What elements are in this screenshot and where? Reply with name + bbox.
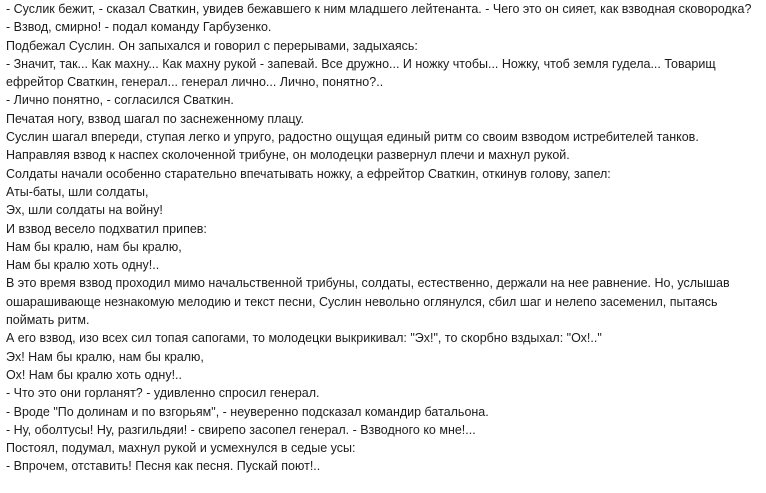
paragraph-23: - Впрочем, отставить! Песня как песня. Пускай поют!.. xyxy=(6,459,321,474)
paragraph-16: А его взвод, изо всех сил топая сапогами, то молодецки выкрикивал: "Эх!", то скорбно вздыхал: "Ох!.." xyxy=(6,331,602,346)
paragraph-9: Солдаты начали особенно старательно впечатывать ножку, а ефрейтор Сваткин, откинув голову, запел: xyxy=(6,166,611,181)
song-line-5: Эх! Нам бы кралю, нам бы кралю, xyxy=(6,349,204,364)
paragraph-4: - Значит, так... Как махну... Как махну рукой - запевай. Все дружно... И ножку чтобы... Ножку, чтоб земля гудела... Товарищ ефрейтор Сваткин, генерал... генерал лично... Лично, понятно?.. xyxy=(6,56,716,90)
song-line-4: Нам бы кралю хоть одну!.. xyxy=(6,258,160,273)
paragraph-19: - Что это они горланят? - удивленно спросил генерал. xyxy=(6,386,320,401)
song-line-6: Ох! Нам бы кралю хоть одну!.. xyxy=(6,367,182,382)
paragraph-5: - Лично понятно, - согласился Сваткин. xyxy=(6,93,234,108)
song-line-1: Аты-баты, шли солдаты, xyxy=(6,184,149,199)
song-line-2: Эх, шли солдаты на войну! xyxy=(6,203,163,218)
paragraph-7: Суслин шагал впереди, ступая легко и упруго, радостно ощущая единый ритм со своим взводом истребителей танков. xyxy=(6,130,699,145)
paragraph-2: - Взвод, смирно! - подал команду Гарбузенко. xyxy=(6,20,272,35)
paragraph-12: И взвод весело подхватил припев: xyxy=(6,221,207,236)
paragraph-22: Постоял, подумал, махнул рукой и усмехнулся в седые усы: xyxy=(6,441,356,456)
paragraph-15: В это время взвод проходил мимо начальственной трибуны, солдаты, естественно, держали на нее равнение. Но, услышав ошарашивающе незнакомую мелодию и текст песни, Суслин невольно оглянулся, сбил шаг и нелепо засеменил, пытаясь поймать ритм. xyxy=(6,276,730,328)
paragraph-20: - Вроде "По долинам и по взгорьям", - неуверенно подсказал командир батальона. xyxy=(6,404,489,419)
paragraph-1: - Суслик бежит, - сказал Сваткин, увидев бежавшего к ним младшего лейтенанта. - Чего это он сияет, как взводная сковородка? xyxy=(6,2,752,16)
song-line-3: Нам бы кралю, нам бы кралю, xyxy=(6,239,182,254)
paragraph-8: Направляя взвод к наспех сколоченной трибуне, он молодецки развернул плечи и махнул рукой. xyxy=(6,148,570,163)
paragraph-6: Печатая ногу, взвод шагал по заснеженному плацу. xyxy=(6,111,305,126)
paragraph-3: Подбежал Суслин. Он запыхался и говорил с перерывами, задыхаясь: xyxy=(6,38,418,53)
paragraph-21: - Ну, оболтусы! Ну, разгильдяи! - свирепо засопел генерал. - Взводного ко мне!... xyxy=(6,422,476,437)
